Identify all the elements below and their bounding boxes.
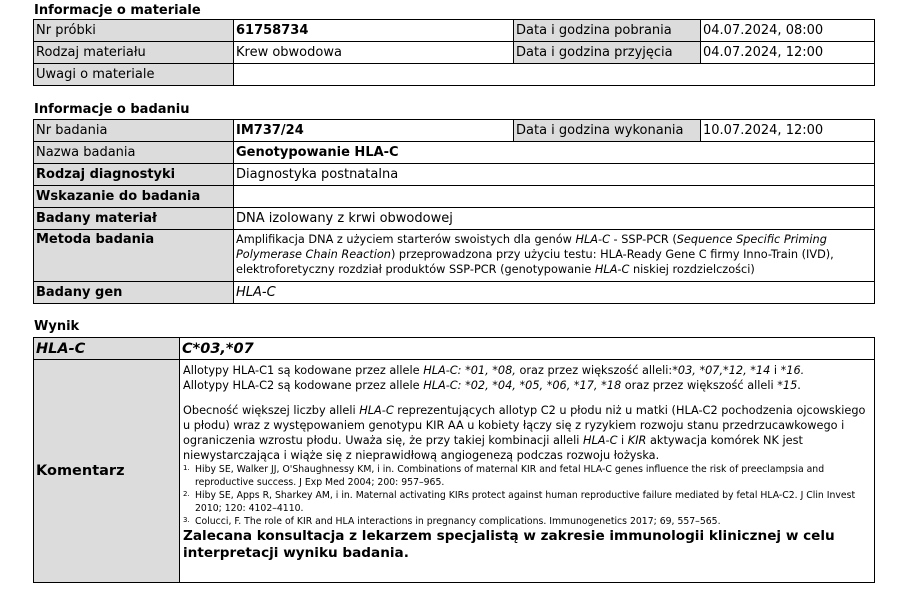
material-table [33, 19, 875, 86]
method-value: Amplifikacja DNA z użyciem starterów swoistych dla genów HLA-C - SSP-PCR (Sequence Specific Priming Polymerase Chain Reaction) przeprowadzona przy użyciu testu: HLA-Ready Gene C firmy Inno-Train (IVD), elektroforetyczny rozdział produktów SSP-PCR (genotypowanie HLA-C niskiej rozdzielczości) [234, 230, 875, 282]
indication-value [234, 186, 875, 208]
reference-item: 3. Colucci, F. The role of KIR and HLA interactions in pregnancy complications. Immunogenetics 2017; 69, 557–565. [183, 516, 721, 527]
test-name-value: Genotypowanie HLA-C [234, 142, 875, 164]
sample-no-value: 61758734 [234, 20, 514, 42]
result-section-title: Wynik [34, 319, 80, 334]
material-type-value: Krew obwodowa [234, 42, 514, 64]
reference-item: 2. Hiby SE, Apps R, Sharkey AM, i in. Maternal activating KIRs protect against human reproductive failure mediated by fetal HLA-C2. J Clin Invest 2010; 120: 4102–4110. [183, 490, 856, 514]
test-section-title: Informacje o badaniu [34, 102, 190, 117]
test-name-label: Nazwa badania [34, 142, 234, 164]
indication-label: Wskazanie do badania [34, 186, 234, 208]
material-notes-value [234, 64, 875, 86]
tested-material-label: Badany materiał [34, 208, 234, 230]
test-table [33, 119, 875, 304]
received-label: Data i godzina przyjęcia [514, 42, 701, 64]
recommendation: Zalecana konsultacja z lekarzem specjalistą w zakresie immunologii klinicznej w celu interpretacji wyniku badania. [183, 528, 835, 561]
reference-item: 1. Hiby SE, Walker JJ, O'Shaughnessy KM, i in. Combinations of maternal KIR and fetal HLA-C genes influence the risk of preeclampsia and reproductive success. J Exp Med 2004; 200: 957–965. [183, 464, 825, 488]
allotype-c1-line: Allotypy HLA-C1 są kodowane przez allele HLA-C: *01, *08, oraz przez większość alleli:*03, *07,*12, *14 i *16. [183, 364, 805, 377]
material-type-label: Rodzaj materiału [34, 42, 234, 64]
comment-label: Komentarz [34, 360, 180, 583]
diagnostics-label: Rodzaj diagnostyki [34, 164, 234, 186]
method-label: Metoda badania [34, 230, 234, 282]
performed-value: 10.07.2024, 12:00 [701, 120, 875, 142]
material-notes-label: Uwagi o materiale [34, 64, 234, 86]
gene-value: HLA-C [234, 282, 875, 304]
result-gene: HLA-C [34, 338, 180, 360]
references-list [183, 463, 871, 528]
collection-value: 04.07.2024, 08:00 [701, 20, 875, 42]
tested-material-value: DNA izolowany z krwi obwodowej [234, 208, 875, 230]
gene-label: Badany gen [34, 282, 234, 304]
performed-label: Data i godzina wykonania [514, 120, 701, 142]
comment-body [180, 360, 875, 583]
test-no-label: Nr badania [34, 120, 234, 142]
material-section-title: Informacje o materiale [34, 3, 201, 18]
test-no-value: IM737/24 [234, 120, 514, 142]
allotype-c2-line: Allotypy HLA-C2 są kodowane przez allele HLA-C: *02, *04, *05, *06, *17, *18 oraz przez większość alleli *15. [183, 379, 801, 392]
received-value: 04.07.2024, 12:00 [701, 42, 875, 64]
result-genotype: C*03,*07 [180, 338, 875, 360]
result-table [33, 337, 875, 583]
diagnostics-value: Diagnostyka postnatalna [234, 164, 875, 186]
sample-no-label: Nr próbki [34, 20, 234, 42]
collection-label: Data i godzina pobrania [514, 20, 701, 42]
interpretation-paragraph: Obecność większej liczby alleli HLA-C reprezentujących allotyp C2 u płodu niż u matki (HLA-C2 pochodzenia ojcowskiego u płodu) wraz z występowaniem genotypu KIR AA u kobiety łączy się z ryzykiem rozwoju stanu przedrzucawkowego i ograniczenia wzrostu płodu. Uważa się, że przy takiej kombinacji alleli HLA-C i KIR aktywacja komórek NK jest niewystarczająca i wiąże się z nieprawidłową angiogenezą podczas rozwoju łożyska. [183, 404, 866, 462]
